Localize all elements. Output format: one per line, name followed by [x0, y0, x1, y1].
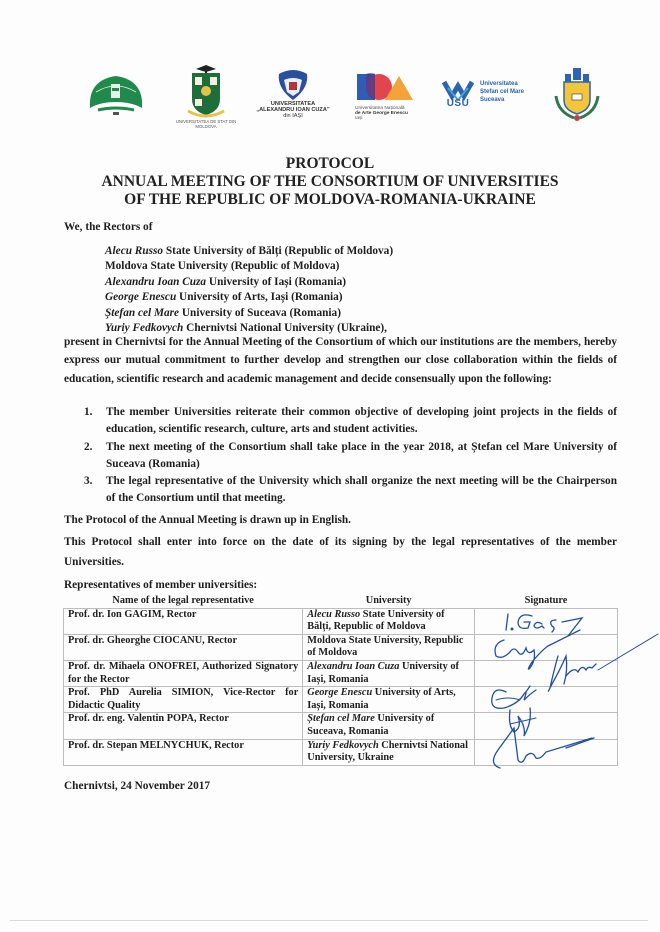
signature-cell [475, 634, 618, 660]
university-list-item: Moldova State University (Republic of Moldova) [105, 260, 340, 273]
uaic-caption-line3: din IAȘI [283, 112, 303, 119]
university-list-item: George Enescu University of Arts, Iași (Romania) [105, 291, 343, 304]
representative-university: Alecu Russo State University of Bălți, Republic of Moldova [303, 608, 475, 634]
usm-logo-caption: UNIVERSITATEA DE STAT DIN MOLDOVA [175, 119, 237, 129]
george-enescu-university-logo [355, 72, 425, 130]
representative-name: Prof. dr. Ion GAGIM, Rector [64, 608, 303, 634]
page-bottom-edge [10, 920, 648, 921]
force-note: This Protocol shall enter into force on the date of its signing by the legal representatives of the member Universities. [64, 536, 617, 568]
usv-caption-line3: Suceava [480, 97, 505, 103]
signature-cell [475, 660, 618, 686]
table-header-row [64, 595, 618, 608]
representative-name: Prof. dr. eng. Valentin POPA, Rector [64, 713, 303, 739]
table-row [64, 660, 618, 686]
usv-caption-line1: Universitatea [480, 81, 518, 87]
representative-university: George Enescu University of Arts, Iași, Romania [303, 687, 475, 713]
place-and-date: Chernivtsi, 24 November 2017 [64, 780, 211, 792]
enescu-caption-line1: Universitatea Națională [355, 106, 405, 111]
enescu-mark-icon [355, 72, 415, 104]
university-list-item: Yuriy Fedkovych Chernivtsi National University (Ukraine), [105, 322, 387, 335]
representative-name: Prof. dr. Stepan MELNYCHUK, Rector [64, 739, 303, 765]
representative-university: Ștefan cel Mare University of Suceava, Romania [303, 713, 475, 739]
representative-name: Prof. PhD Aurelia SIMION, Vice-Rector for Didactic Quality [64, 687, 303, 713]
representatives-table [63, 595, 618, 766]
representative-name: Prof. dr. Gheorghe CIOCANU, Rector [64, 634, 303, 660]
university-list-item: Alexandru Ioan Cuza University of Iași (Romania) [105, 275, 347, 288]
table-row [64, 608, 618, 634]
enescu-caption-line3: Iași [355, 116, 363, 122]
decision-item: 1. The member Universities reiterate their common objective of developing joint projects in the fields of education, scientific research, culture, arts and student activities. [84, 406, 617, 436]
document-title: PROTOCOL [285, 155, 375, 172]
representative-name: Prof. dr. Mihaela ONOFREI, Authorized Signatory for the Rector [64, 660, 303, 686]
table-row [64, 634, 618, 660]
uaic-logo [253, 68, 333, 130]
column-header-signature: Signature [524, 595, 568, 606]
document-subtitle-line1: ANNUAL MEETING OF THE CONSORTIUM OF UNIVERSITIES [101, 173, 559, 190]
uaic-crest-icon [253, 68, 333, 102]
signature-cell [475, 739, 618, 765]
usv-mark-text: USU [446, 98, 470, 109]
body-paragraph: present in Chernivtsi for the Annual Meeting of the Consortium of which our institutions are the members, hereby express our mutual commitment to further develop and strengthen our close collaboration within the fields of education, scientific research and academic management and decide consensually upon the following: [64, 336, 617, 385]
university-list-item: Alecu Russo State University of Bălți (Republic of Moldova) [105, 245, 394, 257]
balti-emblem-icon [86, 72, 146, 118]
table-row [64, 713, 618, 739]
table-row [64, 739, 618, 765]
usv-logo [440, 78, 550, 118]
enescu-caption-line2: de Arte George Enescu [355, 111, 408, 117]
signature-cell [475, 608, 618, 634]
language-note: The Protocol of the Annual Meeting is drawn up in English. [64, 514, 351, 526]
balti-university-logo [86, 72, 146, 118]
usm-crest-icon [175, 63, 237, 119]
chnu-crest-icon [552, 66, 602, 124]
intro-text: We, the Rectors of [64, 221, 153, 233]
representative-university: Moldova State University, Republic of Moldova [303, 634, 475, 660]
moldova-state-university-logo [175, 63, 237, 131]
representative-university: Yuriy Fedkovych Chernivtsi National University, Ukraine [303, 739, 475, 765]
university-list-item: Ștefan cel Mare University of Suceava (Romania) [105, 306, 341, 319]
document-subtitle-line2: OF THE REPUBLIC OF MOLDOVA-ROMANIA-UKRAINE [124, 191, 536, 208]
signature-cell [475, 687, 618, 713]
representative-university: Alexandru Ioan Cuza University of Iași, Romania [303, 660, 475, 686]
column-header-university: University [365, 595, 412, 606]
uaic-caption-line1: UNIVERSITATEA [270, 101, 316, 107]
usv-caption-line2: Ștefan cel Mare [480, 89, 525, 95]
decision-item: 3. The legal representative of the University which shall organize the next meeting will be the Chairperson of the Consortium until that meeting. [84, 475, 617, 505]
signature-cell [475, 713, 618, 739]
decision-item: 2. The next meeting of the Consortium shall take place in the year 2018, at Ștefan cel Mare University of Suceava (Romania) [84, 440, 617, 470]
decisions-list [84, 404, 617, 508]
table-row [64, 687, 618, 713]
column-header-name: Name of the legal representative [112, 595, 254, 606]
university-list [105, 244, 393, 336]
representatives-heading: Representatives of member universities: [64, 579, 258, 591]
chernivtsi-university-logo [552, 66, 602, 124]
uaic-caption-line2: „ALEXANDRU IOAN CUZA” [256, 106, 330, 113]
